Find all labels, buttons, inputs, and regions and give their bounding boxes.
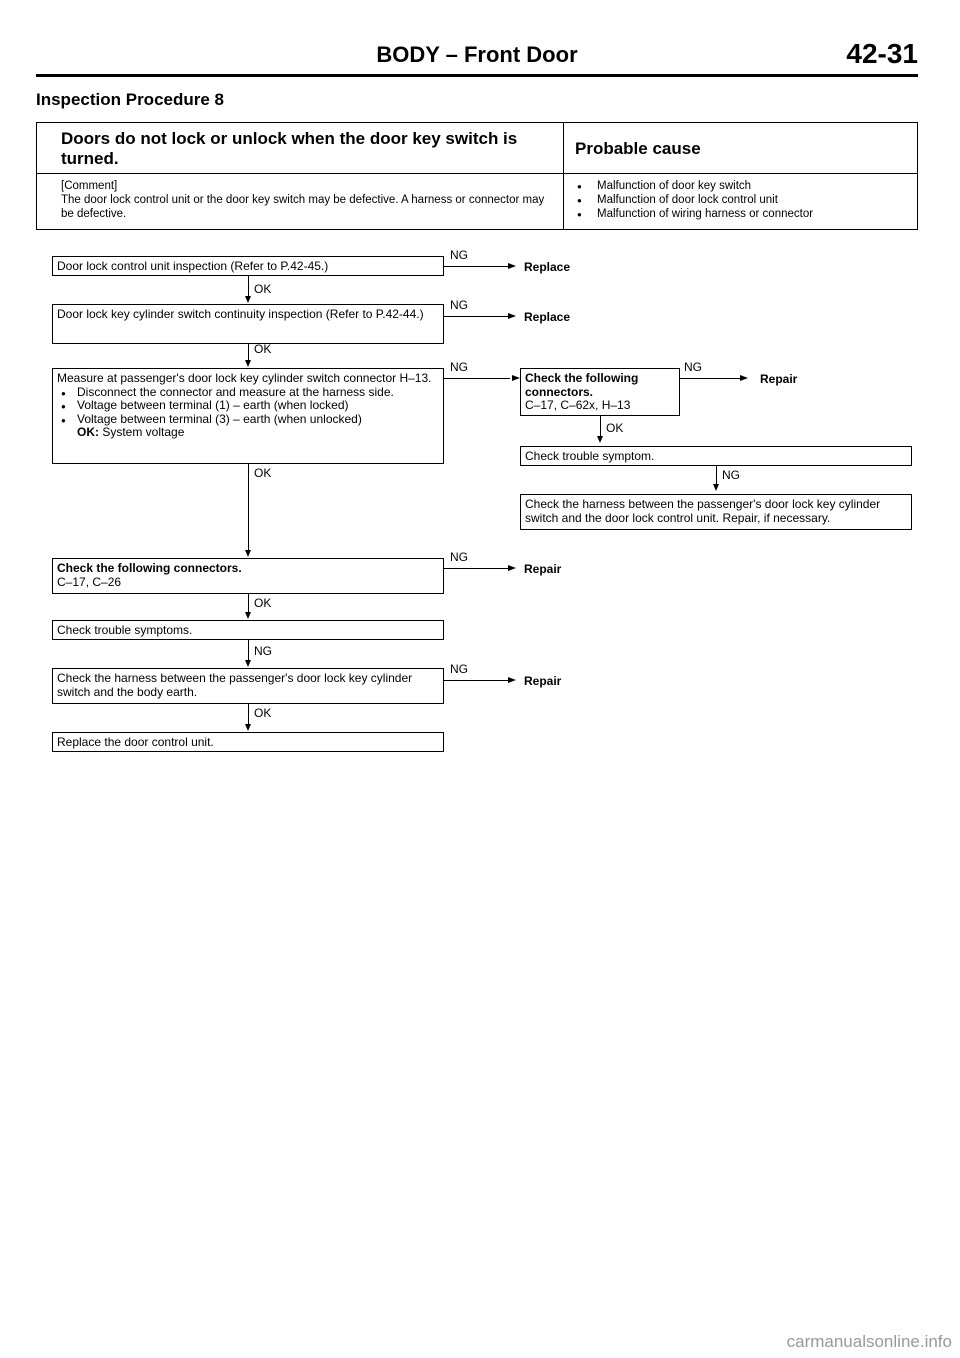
step3-ok	[57, 426, 439, 440]
step3-text: Measure at passenger's door lock key cylinder switch connector H–13.	[57, 371, 432, 385]
r3-check-box	[520, 446, 912, 466]
ng-label: NG	[450, 550, 468, 564]
step3-bullet: ● Disconnect the connector and measure at the harness side.	[57, 386, 439, 400]
r3-codes: C–17, C–62x, H–13	[525, 398, 631, 412]
ok-label: OK	[254, 282, 272, 296]
arrow-down-icon	[713, 484, 719, 491]
flow-line	[248, 464, 249, 552]
ng-line	[444, 316, 510, 317]
ng-label: NG	[684, 360, 702, 374]
arrow-down-icon	[245, 660, 251, 667]
ng-label: NG	[450, 248, 468, 262]
page-header	[36, 38, 918, 74]
step5-text: Check trouble symptoms.	[57, 623, 193, 637]
step4-box	[52, 558, 444, 594]
cause-item: ● Malfunction of wiring harness or connector	[577, 207, 913, 221]
ok-label: OK	[254, 706, 272, 720]
flow-line	[248, 704, 249, 726]
symptom-heading: Doors do not lock or unlock when the door key switch is turned.	[61, 129, 518, 168]
step2-box	[52, 304, 444, 344]
r3-check-text: Check trouble symptom.	[525, 449, 655, 463]
flow-line	[716, 466, 717, 486]
repair-result: Repair	[524, 562, 562, 576]
header-rule	[36, 74, 918, 77]
ok-spec-value: System voltage	[102, 425, 185, 439]
replace-result: Replace	[524, 310, 571, 324]
ok-label: OK	[254, 342, 272, 356]
step4-codes: C–17, C–26	[57, 574, 122, 589]
ng-line	[444, 568, 510, 569]
page-title: BODY – Front Door	[376, 42, 578, 67]
table-divider	[37, 173, 917, 174]
step7-text: Replace the door control unit.	[57, 735, 214, 749]
ng-line	[444, 378, 510, 379]
symptom-table	[36, 122, 918, 230]
comment-text: The door lock control unit or the door key switch may be defective. A harness or connector may be defective.	[61, 194, 545, 220]
r3-connector-box	[520, 368, 680, 416]
r3-title: Check the following connectors.	[525, 371, 639, 399]
flow-line	[248, 594, 249, 614]
arrow-right-icon	[508, 565, 516, 571]
cause-item: ● Malfunction of door key switch	[577, 179, 913, 193]
table-divider	[563, 123, 564, 229]
watermark: carmanualsonline.info	[786, 1332, 952, 1351]
step3-box	[52, 368, 444, 464]
cause-item: ● Malfunction of door lock control unit	[577, 193, 913, 207]
arrow-right-icon	[508, 313, 516, 319]
arrow-right-icon	[740, 375, 748, 381]
ng-label: NG	[450, 662, 468, 676]
step7-box	[52, 732, 444, 752]
r3-harness-box	[520, 494, 912, 530]
step3-bullet: ● Voltage between terminal (1) – earth (when locked)	[57, 399, 439, 413]
step5-box	[52, 620, 444, 640]
flow-line	[600, 416, 601, 438]
flow-line	[248, 276, 249, 298]
ng-label: NG	[450, 298, 468, 312]
step1-box	[52, 256, 444, 276]
page-number: 42-31	[846, 38, 918, 69]
arrow-down-icon	[245, 612, 251, 619]
cause-heading: Probable cause	[575, 139, 701, 158]
repair-result: Repair	[760, 372, 798, 386]
ng-label: NG	[254, 644, 272, 658]
step1-text: Door lock control unit inspection (Refer to P.42-45.)	[57, 259, 329, 273]
comment	[61, 179, 557, 221]
replace-result: Replace	[524, 260, 571, 274]
ng-line	[444, 266, 510, 267]
comment-label: [Comment]	[61, 180, 118, 192]
arrow-down-icon	[245, 296, 251, 303]
step4-title: Check the following connectors.	[57, 561, 242, 575]
ok-label: OK	[606, 421, 624, 435]
arrow-down-icon	[597, 436, 603, 443]
ok-spec-label: OK:	[77, 425, 99, 439]
flow-line	[248, 640, 249, 662]
step6-box	[52, 668, 444, 704]
repair-result: Repair	[524, 674, 562, 688]
step2-text: Door lock key cylinder switch continuity inspection (Refer to P.42-44.)	[57, 307, 424, 321]
step3-bullet: ● Voltage between terminal (3) – earth (when unlocked)	[57, 413, 439, 427]
cause-list	[577, 179, 913, 221]
arrow-down-icon	[245, 360, 251, 367]
arrow-right-icon	[508, 263, 516, 269]
arrow-right-icon	[512, 375, 520, 381]
ng-line	[444, 680, 510, 681]
arrow-right-icon	[508, 677, 516, 683]
arrow-down-icon	[245, 550, 251, 557]
r3-harness-text: Check the harness between the passenger's door lock key cylinder switch and the door lock control unit. Repair, if necessary.	[525, 497, 881, 525]
ng-label: NG	[450, 360, 468, 374]
procedure-title: Inspection Procedure 8	[36, 90, 224, 109]
ok-label: OK	[254, 596, 272, 610]
ng-label: NG	[722, 468, 740, 482]
step6-text: Check the harness between the passenger's door lock key cylinder switch and the body earth.	[57, 671, 413, 699]
ok-label: OK	[254, 466, 272, 480]
arrow-down-icon	[245, 724, 251, 731]
ng-line	[680, 378, 742, 379]
